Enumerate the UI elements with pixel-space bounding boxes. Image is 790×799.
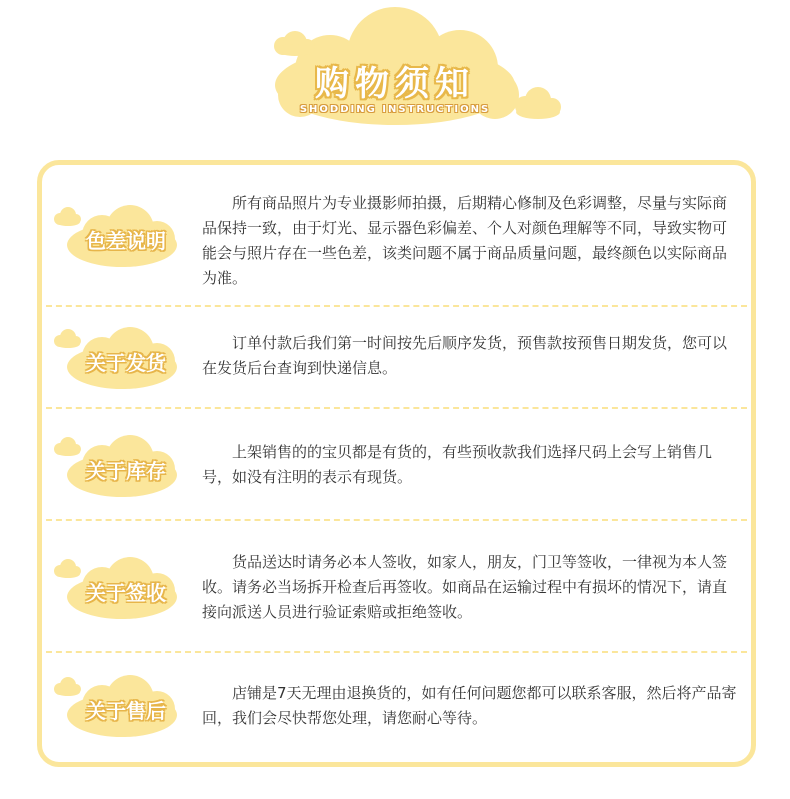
instructions-panel	[37, 160, 756, 767]
section-badge	[52, 673, 182, 743]
page-title: 购物须知	[315, 64, 475, 104]
section-text: 货品送达时请务必本人签收，如家人，朋友，门卫等签收，一律视为本人签收。请务必当场拆开检查后再签收。如商品在运输过程中有损坏的情况下，请直接向派送人员进行验证索赔或拒绝签收。	[202, 553, 728, 621]
section-label: 关于签收	[86, 581, 166, 605]
section-text: 店铺是7天无理由退换货的，如有任何问题您都可以联系客服，然后将产品寄回，我们会尽快帮您处理，请您耐心等待。	[202, 684, 737, 727]
section-receipt	[42, 521, 751, 651]
section-shipping	[42, 307, 751, 407]
section-label: 关于库存	[86, 459, 166, 483]
section-label: 色差说明	[86, 229, 166, 253]
page-subtitle: SHODDING INSTRUCTIONS	[299, 104, 491, 115]
section-stock	[42, 409, 751, 519]
section-text: 所有商品照片为专业摄影师拍摄，后期精心修制及色彩调整，尽量与实际商品保持一致，由于灯光、显示器色彩偏差、个人对颜色理解等不同，导致实物可能会与照片存在一些色差，该类问题不属于商品质量问题，最终颜色以实际商品为准。	[202, 194, 728, 287]
section-badge	[52, 325, 182, 395]
section-badge	[52, 433, 182, 503]
section-color-difference	[42, 165, 751, 305]
section-label: 关于售后	[86, 699, 166, 723]
header	[0, 0, 790, 150]
section-badge	[52, 555, 182, 625]
section-badge	[52, 203, 182, 273]
section-label: 关于发货	[86, 351, 166, 375]
section-text: 订单付款后我们第一时间按先后顺序发货，预售款按预售日期发货，您可以在发货后台查询到快递信息。	[202, 334, 728, 377]
section-after-sales	[42, 653, 751, 758]
section-text: 上架销售的的宝贝都是有货的，有些预收款我们选择尺码上会写上销售几号，如没有注明的表示有现货。	[202, 443, 713, 486]
